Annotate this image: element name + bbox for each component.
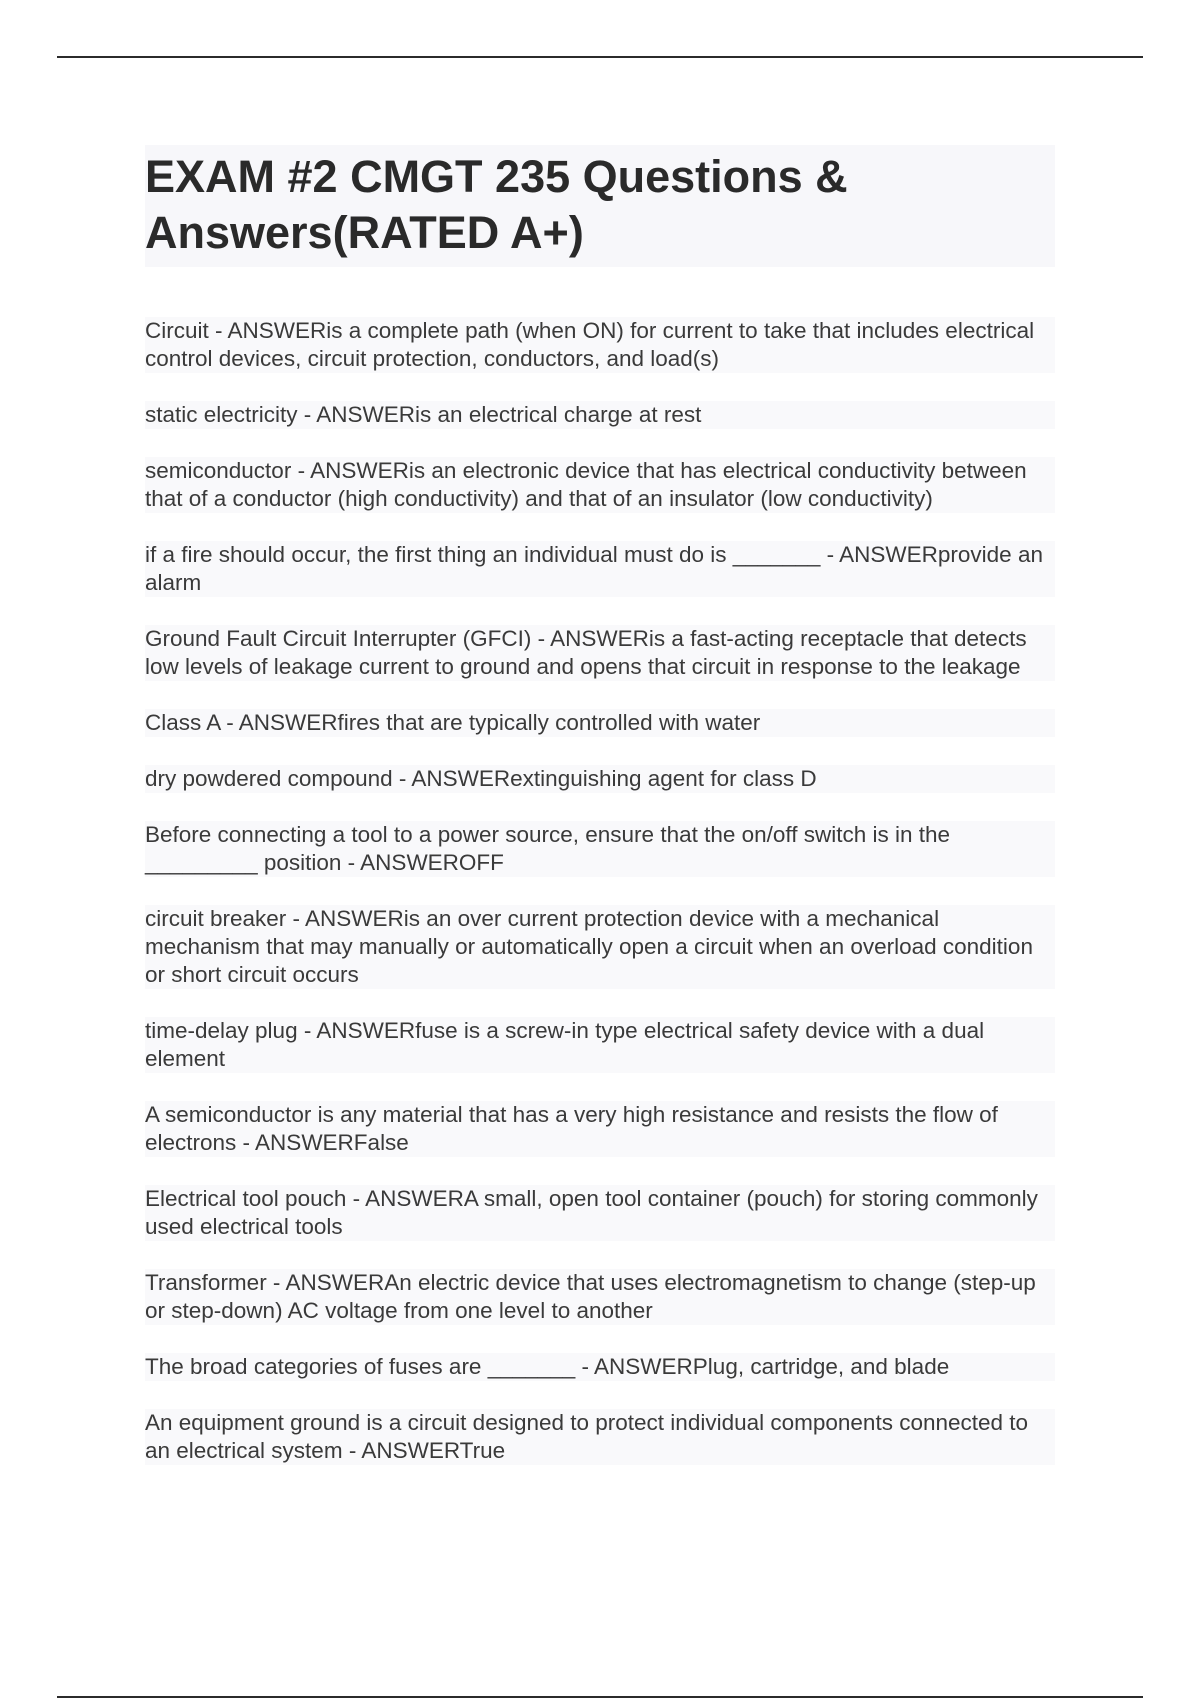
qa-item [145,821,1055,877]
qa-text: dry powdered compound - ANSWERextinguishing agent for class D [145,766,817,791]
footer-rule [57,1696,1143,1698]
qa-text: Ground Fault Circuit Interrupter (GFCI) - ANSWERis a fast-acting receptacle that detects low levels of leakage current to ground and opens that circuit in response to the leakage [145,626,1027,679]
title-line-1: EXAM #2 CMGT 235 Questions & [145,151,848,202]
qa-text: Class A - ANSWERfires that are typically controlled with water [145,710,761,735]
qa-text: if a fire should occur, the first thing an individual must do is _______ - ANSWERprovide an alarm [145,542,1043,595]
qa-text: Transformer - ANSWERAn electric device that uses electromagnetism to change (step-up or step-down) AC voltage from one level to another [145,1270,1036,1323]
qa-text: Circuit - ANSWERis a complete path (when ON) for current to take that includes electrical control devices, circuit protection, conductors, and load(s) [145,318,1035,371]
qa-item [145,905,1055,989]
qa-item [145,317,1055,373]
qa-text: A semiconductor is any material that has a very high resistance and resists the flow of electrons - ANSWERFalse [145,1102,998,1155]
qa-item [145,541,1055,597]
qa-item [145,1185,1055,1241]
document-page [145,145,1055,1493]
qa-item [145,765,1055,793]
page-title [145,145,1055,267]
qa-item [145,625,1055,681]
qa-item [145,401,1055,429]
qa-text: The broad categories of fuses are _______ - ANSWERPlug, cartridge, and blade [145,1354,950,1379]
qa-text: An equipment ground is a circuit designed to protect individual components connected to an electrical system - ANSWERTrue [145,1410,1029,1463]
header-rule [57,56,1143,58]
qa-text: time-delay plug - ANSWERfuse is a screw-in type electrical safety device with a dual element [145,1018,985,1071]
qa-item [145,1409,1055,1465]
qa-item [145,1269,1055,1325]
title-line-2: Answers(RATED A+) [145,207,584,258]
qa-text: circuit breaker - ANSWERis an over current protection device with a mechanical mechanism that may manually or automatically open a circuit when an overload condition or short circuit occurs [145,906,1033,987]
qa-item [145,1101,1055,1157]
qa-item [145,1017,1055,1073]
qa-text: static electricity - ANSWERis an electrical charge at rest [145,402,702,427]
qa-list [145,317,1055,1465]
qa-item [145,1353,1055,1381]
qa-item [145,457,1055,513]
qa-text: Before connecting a tool to a power source, ensure that the on/off switch is in the _________ position - ANSWEROFF [145,822,951,875]
qa-item [145,709,1055,737]
qa-text: Electrical tool pouch - ANSWERA small, open tool container (pouch) for storing commonly used electrical tools [145,1186,1038,1239]
qa-text: semiconductor - ANSWERis an electronic device that has electrical conductivity between that of a conductor (high conductivity) and that of an insulator (low conductivity) [145,458,1027,511]
